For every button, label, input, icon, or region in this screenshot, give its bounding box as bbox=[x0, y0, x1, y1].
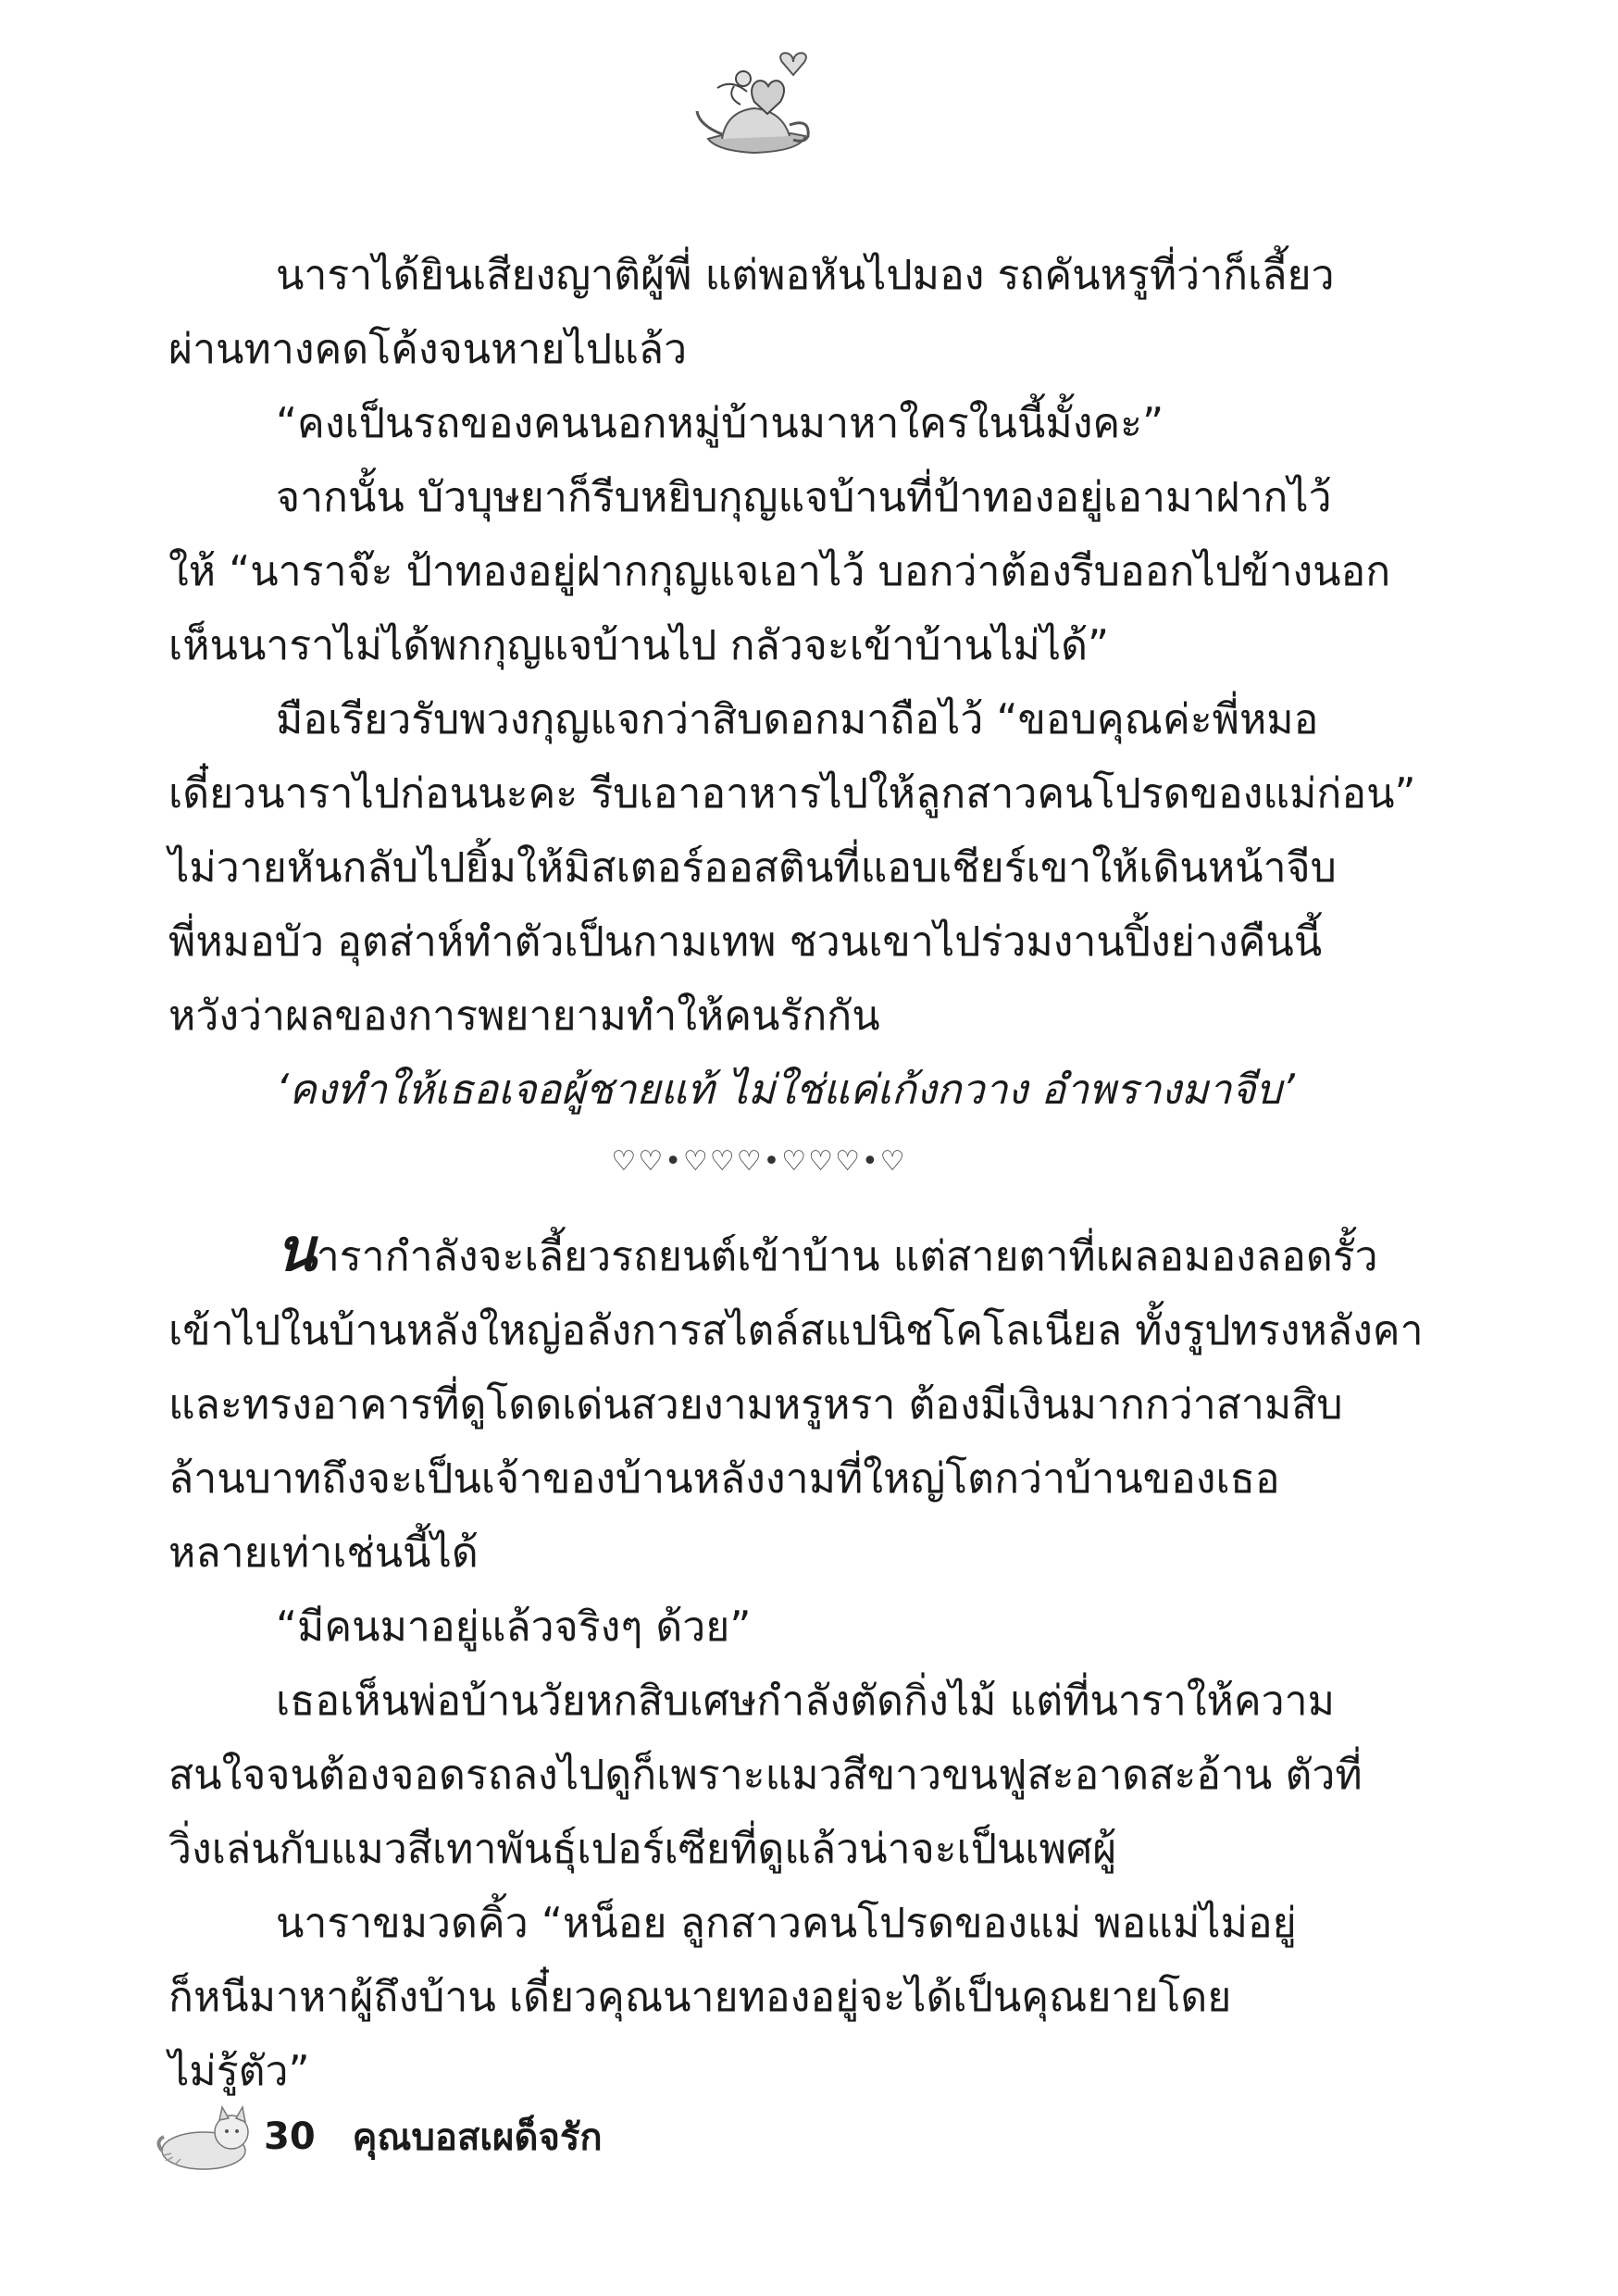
text-line: หวังว่าผลของการพยายามทำให้คนรักกัน bbox=[168, 992, 880, 1040]
text-line: จากนั้น บัวบุษยาก็รีบหยิบกุญแจบ้านที่ป้าทองอยู่เอามาฝากไว้ bbox=[276, 474, 1332, 521]
page-footer bbox=[153, 2100, 603, 2174]
text-line: เธอเห็นพ่อบ้านวัยหกสิบเศษกำลังตัดกิ่งไม้ แต่ที่นาราให้ความ bbox=[276, 1678, 1335, 1725]
text-line: และทรงอาคารที่ดูโดดเด่นสวยงามหรูหรา ต้องมีเงินมากกว่าสามสิบ bbox=[168, 1381, 1343, 1429]
italic-thought-line: ‘คงทำให้เธอเจอผู้ชายแท้ ไม่ใช่แค่เก้งกวาง อำพรางมาจีบ’ bbox=[276, 1067, 1295, 1114]
text-line: นาราขมวดคิ้ว “หน็อย ลูกสาวคนโปรดของแม่ พอแม่ไม่อยู่ bbox=[276, 1900, 1297, 1947]
text-line-rest: ารากำลังจะเลี้ยวรถยนต์เข้าบ้าน แต่สายตาที่เผลอมองลอดรั้ว bbox=[316, 1233, 1378, 1280]
text-line: เดี๋ยวนาราไปก่อนนะคะ รีบเอาอาหารไปให้ลูกสาวคนโปรดของแม่ก่อน” bbox=[168, 770, 1416, 817]
text-line: หลายเท่าเช่นนี้ได้ bbox=[168, 1529, 479, 1577]
text-line: ผ่านทางคดโค้งจนหายไปแล้ว bbox=[168, 326, 688, 373]
persian-cat-icon bbox=[153, 2100, 255, 2174]
text-line: วิ่งเล่นกับแมวสีเทาพันธุ์เปอร์เซียที่ดูแล้วน่าจะเป็นเพศผู้ bbox=[168, 1826, 1117, 1873]
page-number: 30 bbox=[264, 2115, 316, 2158]
text-line: พี่หมอบัว อุตส่าห์ทำตัวเป็นกามเทพ ชวนเขาไปร่วมงานปิ้งย่างคืนนี้ bbox=[168, 918, 1323, 966]
page-body bbox=[168, 239, 1424, 2109]
text-line: ก็หนีมาหาผู้ถึงบ้าน เดี๋ยวคุณนายทองอยู่จะได้เป็นคุณยายโดย bbox=[168, 1974, 1232, 2021]
heart-separator: ♡♡•♡♡♡•♡♡♡•♡ bbox=[611, 1145, 907, 1178]
text-line: ให้ “นาราจ๊ะ ป้าทองอยู่ฝากกุญแจเอาไว้ บอกว่าต้องรีบออกไปข้างนอก bbox=[168, 548, 1391, 595]
text-line: “คงเป็นรถของคนนอกหมู่บ้านมาหาใครในนี้มั้งคะ” bbox=[276, 400, 1164, 447]
drop-cap: น bbox=[276, 1217, 317, 1285]
text-line: “มีคนมาอยู่แล้วจริงๆ ด้วย” bbox=[276, 1603, 752, 1651]
book-title: คุณบอสเผด็จรัก bbox=[352, 2116, 603, 2159]
text-line: ล้านบาทถึงจะเป็นเจ้าของบ้านหลังงามที่ใหญ่โตกว่าบ้านของเธอ bbox=[168, 1455, 1280, 1503]
text-line: เข้าไปในบ้านหลังใหญ่อลังการสไตล์สแปนิชโคโลเนียล ทั้งรูปทรงหลังคา bbox=[168, 1307, 1424, 1354]
text-line: เห็นนาราไม่ได้พกกุญแจบ้านไป กลัวจะเข้าบ้านไม่ได้” bbox=[168, 622, 1110, 669]
text-line bbox=[168, 1217, 1378, 1294]
text-line: สนใจจนต้องจอดรถลงไปดูก็เพราะแมวสีขาวขนฟูสะอาดสะอ้าน ตัวที่ bbox=[168, 1752, 1363, 1799]
text-line: ไม่รู้ตัว” bbox=[168, 2048, 310, 2095]
text-line: นาราได้ยินเสียงญาติผู้พี่ แต่พอหันไปมอง รถคันหรูที่ว่าก็เลี้ยว bbox=[276, 252, 1335, 299]
text-line: มือเรียวรับพวงกุญแจกว่าสิบดอกมาถือไว้ “ขอบคุณค่ะพี่หมอ bbox=[276, 696, 1319, 743]
teapot-cupid-emblem-icon bbox=[690, 51, 819, 162]
text-line: ไม่วายหันกลับไปยิ้มให้มิสเตอร์ออสตินที่แอบเชียร์เขาให้เดินหน้าจีบ bbox=[168, 844, 1337, 892]
